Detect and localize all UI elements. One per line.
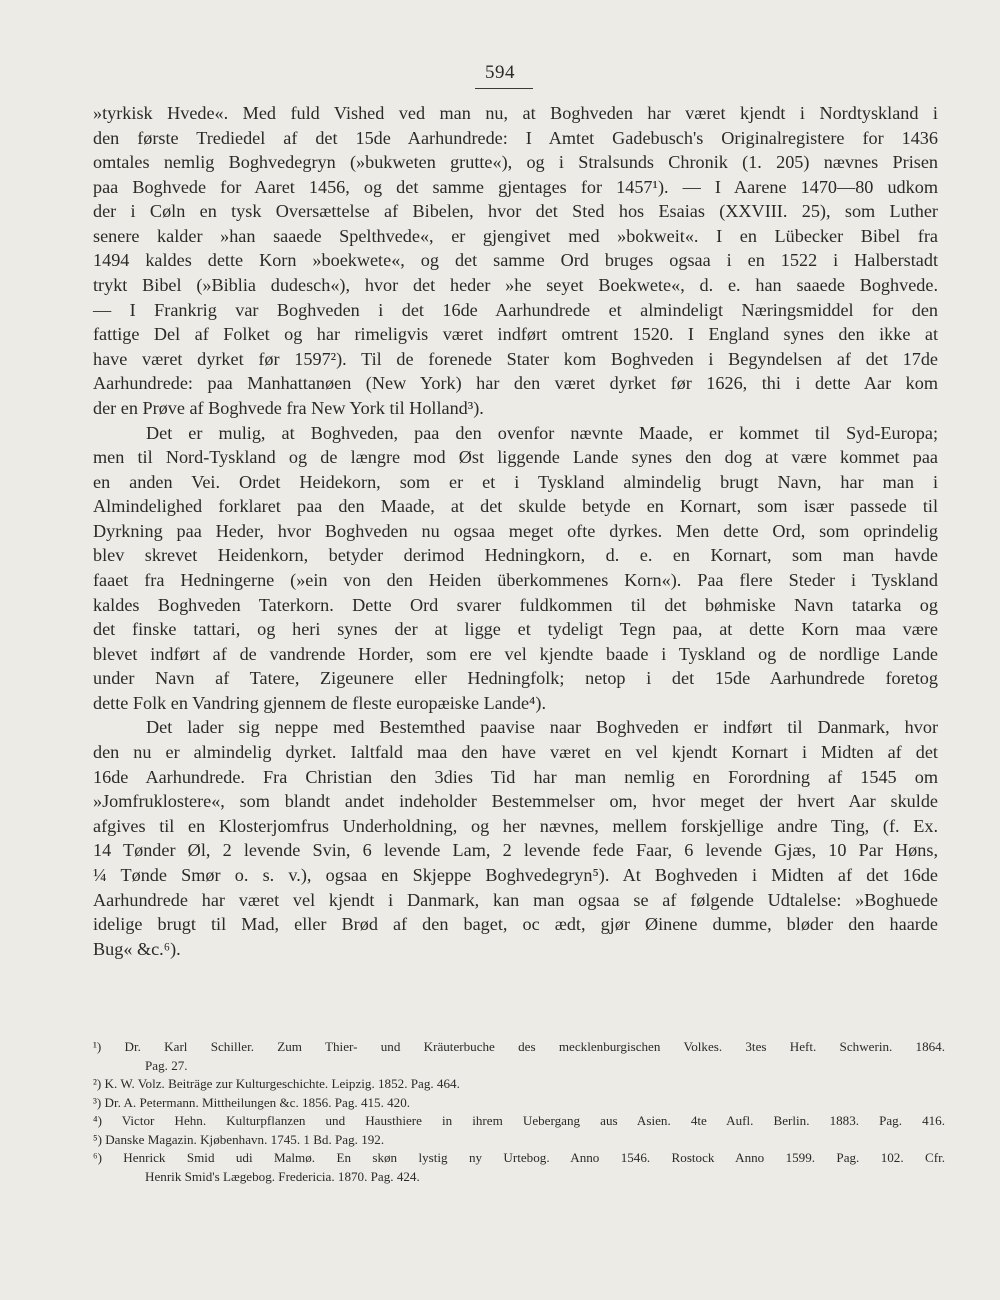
footnote-line: ¹) Dr. Karl Schiller. Zum Thier- und Kräuterbuche des mecklenburgischen Volkes. 3tes Heft. Schwerin. 1864.: [93, 1039, 945, 1054]
footnote-line: ⁴) Victor Hehn. Kulturpflanzen und Hausthiere in ihrem Uebergang aus Asien. 4te Aufl. Berlin. 1883. Pag. 416.: [93, 1113, 945, 1128]
text-line: kaldes Boghveden Taterkorn. Dette Ord svarer fuldkommen til det bøhmiske Navn tatarka og: [93, 594, 938, 615]
text-line: 1494 kaldes dette Korn »boekwete«, og det samme Ord bruges ogsaa i en 1522 i Halberstadt: [93, 250, 938, 271]
text-line: under Navn af Tatere, Zigeunere eller Hedningfolk; netop i det 15de Aarhundrede foretog: [93, 668, 938, 689]
text-line: fattige Del af Folket og har rimeligvis været indført omtrent 1520. I England synes den ikke at: [93, 324, 938, 345]
text-line: faaet fra Hedningerne (»ein von den Heiden überkommenes Korn«). Paa flere Steder i Tyskland: [93, 569, 938, 590]
text-line: Dyrkning paa Heder, hvor Boghveden nu ogsaa meget ofte dyrkes. Men dette Ord, som oprindelig: [93, 520, 938, 541]
text-line: det finske tattari, og heri synes der at ligge et tydeligt Tegn paa, at dette Korn maa være: [93, 619, 938, 640]
text-line: Det er mulig, at Boghveden, paa den ovenfor nævnte Maade, er kommet til Syd-Europa;: [146, 422, 938, 443]
footnote-line: Pag. 27.: [145, 1057, 188, 1073]
footnote-divider: [93, 1033, 938, 1034]
text-line: afgives til en Klosterjomfrus Underholdning, og her nævnes, mellem forskjellige andre Ting, (f. Ex.: [93, 815, 938, 836]
text-line: Aarhundrede: paa Manhattanøen (New York) har den været dyrket før 1626, thi i dette Aar kom: [93, 373, 938, 394]
footnotes: [93, 1038, 945, 1186]
text-line: »Jomfruklostere«, som blandt andet indeholder Bestemmelser om, hvor meget der hvert Aar skulde: [93, 791, 938, 812]
text-line: dette Folk en Vandring gjennem de fleste europæiske Lande⁴).: [93, 692, 546, 713]
text-line: senere kalder »han saaede Spelthvede«, er gjengivet med »bokweit«. I en Lübecker Bibel fra: [93, 225, 938, 246]
text-line: paa Boghvede for Aaret 1456, og det samme gjentages for 1457¹). — I Aarene 1470—80 udkom: [93, 176, 938, 197]
footnote-line: Henrik Smid's Lægebog. Fredericia. 1870. Pag. 424.: [145, 1168, 420, 1184]
text-line: men til Nord-Tyskland og de længre mod Øst liggende Lande synes den dog at være kommet paa: [93, 447, 938, 468]
text-line: idelige brugt til Mad, eller Brød af den baget, oc ædt, gjør Øinene dumme, bløder den haarde: [93, 914, 938, 935]
text-line: »tyrkisk Hvede«. Med fuld Vished ved man nu, at Boghveden har været kjendt i Nordtyskland i: [93, 103, 938, 123]
text-line: blevet indført af de vandrende Horder, som ere vel kjendte baade i Tyskland og de nordlige Lande: [93, 643, 938, 664]
text-line: den første Trediedel af det 15de Aarhundrede: I Amtet Gadebusch's Originalregistere for 1436: [93, 127, 938, 148]
text-line: have været dyrket før 1597²). Til de forenede Stater kom Boghveden i Begyndelsen af det 17de: [93, 348, 938, 369]
text-line: 14 Tønder Øl, 2 levende Svin, 6 levende Lam, 2 levende fede Faar, 6 levende Gjæs, 10 Par Høns,: [93, 840, 938, 861]
page-number-rule: [475, 88, 533, 89]
text-line: en anden Vei. Ordet Heidekorn, som er et i Tyskland almindelig brugt Navn, har man i: [93, 471, 938, 492]
text-line: omtales nemlig Boghvedegryn (»bukweten grutte«), og i Stralsunds Chronik (1. 205) nævnes Prisen: [93, 152, 938, 173]
text-line: trykt Bibel (»Biblia dudesch«), hvor det heder »he seyet Boekwete«, d. e. han saaede Boghvede.: [93, 275, 938, 296]
body-text: [93, 101, 938, 961]
text-line: Det lader sig neppe med Bestemthed paavise naar Boghveden er indført til Danmark, hvor: [146, 717, 938, 738]
footnote-line: ³) Dr. A. Petermann. Mittheilungen &c. 1856. Pag. 415. 420.: [93, 1094, 411, 1110]
text-line: — I Frankrig var Boghveden i det 16de Aarhundrede et almindeligt Næringsmiddel for den: [93, 299, 938, 320]
footnote-line: ²) K. W. Volz. Beiträge zur Kulturgeschichte. Leipzig. 1852. Pag. 464.: [93, 1076, 460, 1091]
text-line: der i Cøln en tysk Oversættelse af Bibelen, hvor det Sted hos Esaias (XXVIII. 25), som Luther: [93, 201, 938, 222]
text-line: den nu er almindelig dyrket. Ialtfald maa den have været en vel kjendt Kornart i Midten af det: [93, 742, 938, 763]
page-number: 594: [485, 62, 515, 83]
footnote-line: ⁶) Henrick Smid udi Malmø. En skøn lystig ny Urtebog. Anno 1546. Rostock Anno 1599. Pag. 102. Cfr.: [93, 1150, 945, 1165]
text-line: blev skrevet Heidenkorn, betyder derimod Hedningkorn, d. e. en Kornart, som man havde: [93, 545, 938, 566]
text-line: der en Prøve af Boghvede fra New York til Holland³).: [93, 397, 484, 418]
text-line: Aarhundrede har været vel kjendt i Danmark, kan man ogsaa se af følgende Udtalelse: »Boghuede: [93, 889, 938, 910]
text-line: Almindelighed forklaret paa den Maade, at det skulde betyde en Kornart, som især passede til: [93, 496, 938, 517]
text-line: 16de Aarhundrede. Fra Christian den 3dies Tid har man nemlig en Forordning af 1545 om: [93, 766, 938, 787]
footnote-line: ⁵) Danske Magazin. Kjøbenhavn. 1745. 1 Bd. Pag. 192.: [93, 1131, 385, 1147]
text-line: Bug« &c.⁶).: [93, 938, 181, 959]
text-line: ¼ Tønde Smør o. s. v.), ogsaa en Skjeppe Boghvedegryn⁵). At Boghveden i Midten af det 16de: [93, 864, 938, 885]
